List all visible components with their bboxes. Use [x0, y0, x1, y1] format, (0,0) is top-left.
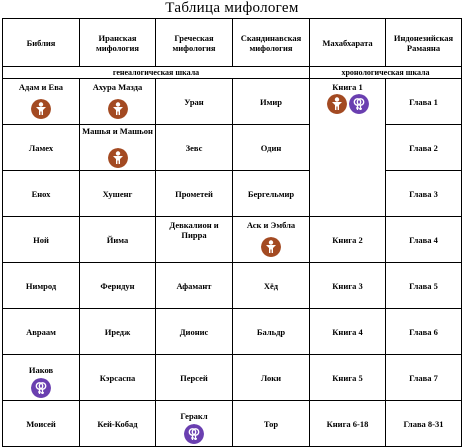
header-iranian: Иранская мифология	[80, 19, 156, 67]
table-cell: Йима	[80, 217, 156, 263]
table-cell: Иредж	[80, 309, 156, 355]
header-ramayana: Индонезийская Рамаяна	[386, 19, 462, 67]
table-cell: Геракл	[156, 401, 233, 447]
table-cell: Феридун	[80, 263, 156, 309]
header-bible: Библия	[3, 19, 80, 67]
table-cell: Афамант	[156, 263, 233, 309]
table-row	[3, 355, 462, 401]
table-cell: Книга 2	[310, 217, 386, 263]
table-cell: Глава 4	[386, 217, 462, 263]
table-cell: Уран	[156, 79, 233, 125]
table-row	[3, 309, 462, 355]
table-cell: Адам и Ева	[3, 79, 80, 125]
male-figure-icon	[108, 99, 128, 119]
table-cell: Книга 4	[310, 309, 386, 355]
table-cell: Аск и Эмбла	[233, 217, 310, 263]
table-cell: Книга 6-18	[310, 401, 386, 447]
table-cell-merged: Книга 1	[310, 79, 386, 217]
table-cell: Енох	[3, 171, 80, 217]
header-row	[3, 19, 462, 67]
table-cell: Авраам	[3, 309, 80, 355]
table-row	[3, 217, 462, 263]
table-row	[3, 171, 462, 217]
table-cell: Ламех	[3, 125, 80, 171]
table-cell: Бальдр	[233, 309, 310, 355]
female-symbol-icon	[31, 378, 51, 398]
table-row	[3, 401, 462, 447]
table-cell: Иаков	[3, 355, 80, 401]
table-cell: Глава 1	[386, 79, 462, 125]
table-cell: Глава 7	[386, 355, 462, 401]
mythologem-table	[2, 18, 462, 447]
table-cell: Хёд	[233, 263, 310, 309]
page-title: Таблица мифологем	[165, 0, 299, 16]
table-cell: Книга 5	[310, 355, 386, 401]
table-cell: Имир	[233, 79, 310, 125]
table-cell: Локи	[233, 355, 310, 401]
table-cell: Глава 6	[386, 309, 462, 355]
table-cell: Ахура Мазда	[80, 79, 156, 125]
header-greek: Греческая мифология	[156, 19, 233, 67]
table-cell: Персей	[156, 355, 233, 401]
table-row	[3, 263, 462, 309]
table-cell: Глава 8-31	[386, 401, 462, 447]
chronological-scale-label: хронологическая шкала	[310, 67, 462, 79]
table-cell: Ной	[3, 217, 80, 263]
table-cell: Глава 2	[386, 125, 462, 171]
table-cell: Девкалион и Пирра	[156, 217, 233, 263]
female-symbol-icon	[349, 94, 369, 114]
table-cell: Книга 3	[310, 263, 386, 309]
table-cell: Тор	[233, 401, 310, 447]
header-scandinavian: Скандинавская мифология	[233, 19, 310, 67]
male-figure-icon	[108, 148, 128, 168]
table-cell: Нимрод	[3, 263, 80, 309]
genealogical-scale-label: генеалогическая шкала	[3, 67, 310, 79]
table-cell: Один	[233, 125, 310, 171]
table-cell: Кэрсаспа	[80, 355, 156, 401]
table-cell: Кей-Кобад	[80, 401, 156, 447]
table-row	[3, 125, 462, 171]
male-figure-icon	[261, 237, 281, 257]
table-row	[3, 79, 462, 125]
table-cell: Хушенг	[80, 171, 156, 217]
table-cell: Машья и Машьон	[80, 125, 156, 171]
table-cell: Глава 3	[386, 171, 462, 217]
table-cell: Зевс	[156, 125, 233, 171]
table-cell: Дионис	[156, 309, 233, 355]
scale-row	[3, 67, 462, 79]
table-cell: Глава 5	[386, 263, 462, 309]
table-cell: Моисей	[3, 401, 80, 447]
male-figure-icon	[31, 99, 51, 119]
male-figure-icon	[327, 94, 347, 114]
table-cell: Бергельмир	[233, 171, 310, 217]
female-symbol-icon	[184, 424, 204, 444]
header-mahabharata: Махабхарата	[310, 19, 386, 67]
table-cell: Прометей	[156, 171, 233, 217]
